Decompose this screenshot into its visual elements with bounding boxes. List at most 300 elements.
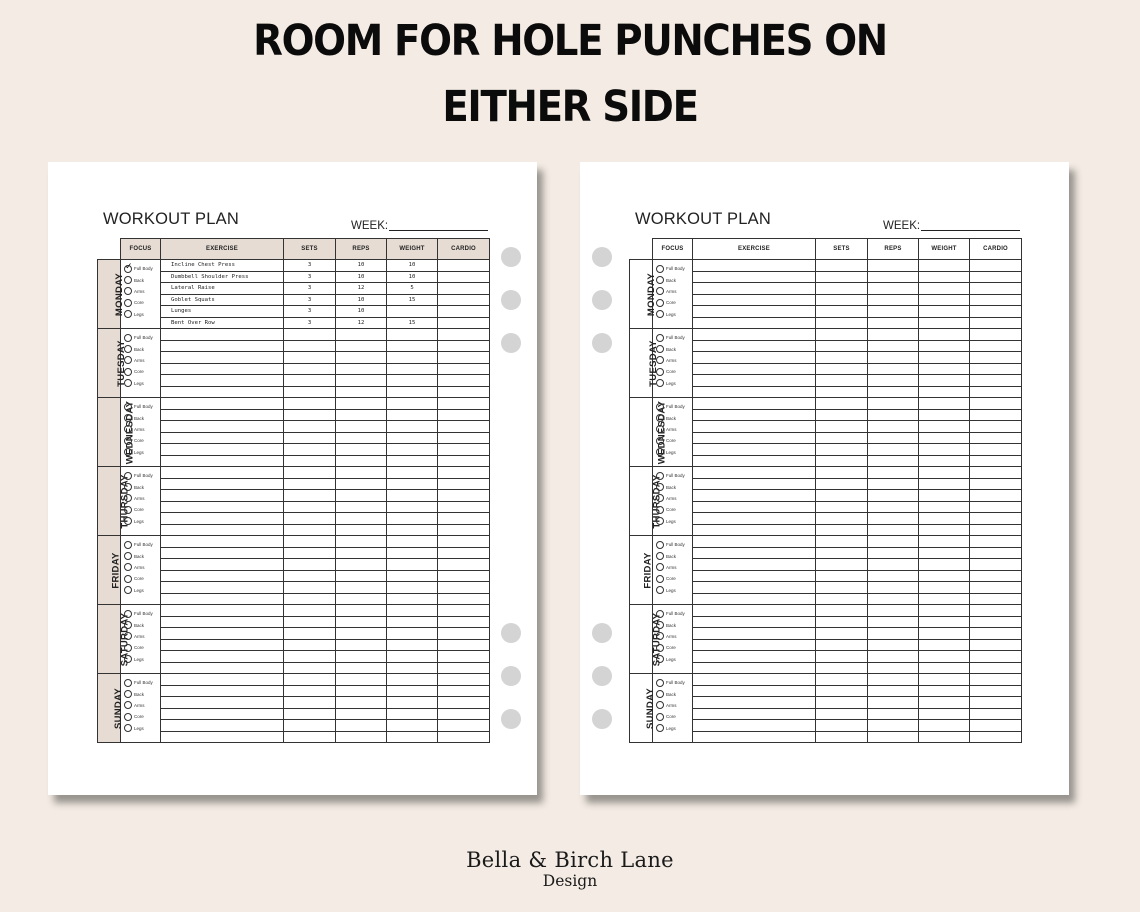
reps-cell[interactable] [868,398,919,410]
weight-cell[interactable] [919,697,970,709]
exercise-cell[interactable] [693,651,816,663]
cardio-cell[interactable] [438,294,490,306]
focus-checkbox[interactable] [124,632,132,640]
weight-cell[interactable] [919,559,970,571]
cardio-cell[interactable] [438,513,490,525]
sets-cell[interactable] [284,674,336,686]
exercise-cell[interactable] [693,501,816,513]
reps-cell[interactable] [336,490,387,502]
reps-cell[interactable] [336,501,387,513]
reps-cell[interactable] [868,363,919,375]
cardio-cell[interactable] [438,375,490,387]
sets-cell[interactable]: 3 [284,306,336,318]
reps-cell[interactable] [868,651,919,663]
focus-option[interactable] [124,343,160,354]
cardio-cell[interactable] [438,455,490,467]
weight-cell[interactable] [919,375,970,387]
cardio-cell[interactable] [438,628,490,640]
reps-cell[interactable] [868,283,919,295]
cardio-cell[interactable] [438,674,490,686]
focus-checkbox[interactable] [656,701,664,709]
weight-cell[interactable] [919,478,970,490]
exercise-cell[interactable] [161,421,284,433]
weight-cell[interactable] [387,375,438,387]
focus-checkbox[interactable] [124,679,132,687]
reps-cell[interactable] [336,731,387,743]
sets-cell[interactable] [816,570,868,582]
focus-checkbox[interactable] [124,472,132,480]
reps-cell[interactable] [868,294,919,306]
exercise-cell[interactable] [693,662,816,674]
sets-cell[interactable] [816,283,868,295]
cardio-cell[interactable] [438,421,490,433]
sets-cell[interactable] [284,455,336,467]
weight-cell[interactable] [919,432,970,444]
exercise-cell[interactable] [693,363,816,375]
focus-option[interactable] [124,309,160,320]
exercise-cell[interactable]: Bent Over Row [161,317,284,329]
weight-cell[interactable] [919,501,970,513]
cardio-cell[interactable] [438,490,490,502]
exercise-cell[interactable] [693,444,816,456]
focus-option[interactable] [124,401,160,412]
exercise-cell[interactable] [693,731,816,743]
focus-checkbox[interactable] [656,632,664,640]
focus-checkbox[interactable] [124,260,133,273]
focus-checkbox[interactable] [656,713,664,721]
focus-checkbox[interactable] [124,552,132,560]
cardio-cell[interactable] [438,547,490,559]
cardio-cell[interactable] [970,536,1022,548]
cardio-cell[interactable] [970,490,1022,502]
sets-cell[interactable] [284,731,336,743]
cardio-cell[interactable] [438,467,490,479]
reps-cell[interactable] [868,547,919,559]
focus-option[interactable] [656,711,692,722]
sets-cell[interactable] [816,524,868,536]
reps-cell[interactable] [336,478,387,490]
cardio-cell[interactable] [970,363,1022,375]
sets-cell[interactable]: 3 [284,260,336,272]
focus-checkbox[interactable] [656,310,664,318]
focus-option[interactable] [656,677,692,688]
sets-cell[interactable]: 3 [284,283,336,295]
exercise-cell[interactable] [161,547,284,559]
exercise-cell[interactable] [161,478,284,490]
weight-cell[interactable] [919,421,970,433]
cardio-cell[interactable] [970,501,1022,513]
weight-cell[interactable] [387,306,438,318]
reps-cell[interactable] [868,306,919,318]
reps-cell[interactable] [336,593,387,605]
cardio-cell[interactable] [970,674,1022,686]
exercise-cell[interactable] [161,708,284,720]
cardio-cell[interactable] [438,283,490,295]
exercise-cell[interactable] [161,674,284,686]
weight-cell[interactable] [387,444,438,456]
weight-cell[interactable] [387,432,438,444]
sets-cell[interactable] [816,513,868,525]
cardio-cell[interactable] [970,340,1022,352]
cardio-cell[interactable] [438,432,490,444]
focus-checkbox[interactable] [656,368,664,376]
sets-cell[interactable] [816,559,868,571]
cardio-cell[interactable] [438,651,490,663]
reps-cell[interactable] [336,605,387,617]
reps-cell[interactable] [868,501,919,513]
cardio-cell[interactable] [970,639,1022,651]
weight-cell[interactable] [387,329,438,341]
cardio-cell[interactable] [970,283,1022,295]
reps-cell[interactable] [336,536,387,548]
reps-cell[interactable] [868,616,919,628]
sets-cell[interactable] [284,662,336,674]
weight-cell[interactable] [919,329,970,341]
weight-cell[interactable] [387,386,438,398]
weight-cell[interactable] [387,409,438,421]
reps-cell[interactable] [868,662,919,674]
reps-cell[interactable] [336,582,387,594]
focus-option[interactable] [656,573,692,584]
weight-cell[interactable] [387,559,438,571]
focus-option[interactable] [656,723,692,734]
cardio-cell[interactable] [438,720,490,732]
reps-cell[interactable] [336,685,387,697]
sets-cell[interactable] [284,697,336,709]
weight-cell[interactable] [919,260,970,272]
sets-cell[interactable]: 3 [284,317,336,329]
exercise-cell[interactable] [693,283,816,295]
sets-cell[interactable] [284,340,336,352]
sets-cell[interactable] [284,536,336,548]
focus-option[interactable] [656,366,692,377]
exercise-cell[interactable]: Lateral Raise [161,283,284,295]
exercise-cell[interactable] [693,317,816,329]
reps-cell[interactable] [868,467,919,479]
focus-option[interactable] [656,550,692,561]
sets-cell[interactable] [284,501,336,513]
weight-cell[interactable] [919,593,970,605]
cardio-cell[interactable] [438,685,490,697]
exercise-cell[interactable] [693,352,816,364]
focus-checkbox[interactable] [656,403,664,411]
cardio-cell[interactable] [438,352,490,364]
focus-checkbox[interactable] [124,610,132,618]
focus-option[interactable] [656,608,692,619]
reps-cell[interactable] [336,444,387,456]
cardio-cell[interactable] [438,616,490,628]
weight-cell[interactable] [919,731,970,743]
focus-checkbox[interactable] [656,506,664,514]
focus-option[interactable] [124,378,160,389]
reps-cell[interactable] [868,409,919,421]
weight-cell[interactable] [919,513,970,525]
reps-cell[interactable] [868,697,919,709]
reps-cell[interactable] [868,731,919,743]
focus-option[interactable] [656,688,692,699]
focus-checkbox[interactable] [656,299,664,307]
cardio-cell[interactable] [970,306,1022,318]
focus-option[interactable] [656,700,692,711]
exercise-cell[interactable] [161,363,284,375]
reps-cell[interactable] [336,363,387,375]
exercise-cell[interactable] [161,340,284,352]
cardio-cell[interactable] [970,432,1022,444]
sets-cell[interactable] [284,444,336,456]
cardio-cell[interactable] [970,409,1022,421]
sets-cell[interactable] [816,685,868,697]
focus-option[interactable] [124,366,160,377]
weight-cell[interactable] [919,662,970,674]
focus-checkbox[interactable] [124,575,132,583]
weight-cell[interactable] [919,340,970,352]
weight-cell[interactable] [919,628,970,640]
weight-cell[interactable] [387,513,438,525]
reps-cell[interactable] [336,651,387,663]
weight-cell[interactable] [919,720,970,732]
weight-cell[interactable] [919,605,970,617]
sets-cell[interactable] [816,720,868,732]
reps-cell[interactable] [868,260,919,272]
weight-cell[interactable] [387,662,438,674]
exercise-cell[interactable]: Lunges [161,306,284,318]
focus-option[interactable] [124,260,160,274]
exercise-cell[interactable] [161,501,284,513]
sets-cell[interactable] [284,685,336,697]
reps-cell[interactable] [868,352,919,364]
weight-cell[interactable] [919,467,970,479]
cardio-cell[interactable] [970,294,1022,306]
weight-cell[interactable] [919,685,970,697]
cardio-cell[interactable] [438,306,490,318]
cardio-cell[interactable] [438,478,490,490]
reps-cell[interactable] [336,375,387,387]
weight-cell[interactable] [387,697,438,709]
weight-cell[interactable] [387,708,438,720]
sets-cell[interactable] [284,547,336,559]
exercise-cell[interactable] [161,432,284,444]
focus-checkbox[interactable] [124,724,132,732]
reps-cell[interactable] [868,582,919,594]
reps-cell[interactable] [336,398,387,410]
exercise-cell[interactable] [693,639,816,651]
weight-cell[interactable] [919,283,970,295]
sets-cell[interactable] [816,467,868,479]
sets-cell[interactable] [284,409,336,421]
cardio-cell[interactable] [438,524,490,536]
sets-cell[interactable] [816,340,868,352]
reps-cell[interactable] [336,708,387,720]
focus-checkbox[interactable] [124,403,132,411]
cardio-cell[interactable] [438,444,490,456]
cardio-cell[interactable] [970,697,1022,709]
weight-cell[interactable] [387,490,438,502]
reps-cell[interactable] [868,455,919,467]
cardio-cell[interactable] [970,662,1022,674]
sets-cell[interactable] [284,467,336,479]
reps-cell[interactable] [336,674,387,686]
focus-checkbox[interactable] [124,586,132,594]
focus-option[interactable] [656,401,692,412]
reps-cell[interactable] [336,720,387,732]
exercise-cell[interactable] [161,352,284,364]
focus-option[interactable] [656,274,692,285]
cardio-cell[interactable] [438,260,490,272]
sets-cell[interactable] [284,513,336,525]
reps-cell[interactable] [868,524,919,536]
sets-cell[interactable] [284,524,336,536]
cardio-cell[interactable] [438,570,490,582]
exercise-cell[interactable] [161,697,284,709]
exercise-cell[interactable] [693,605,816,617]
focus-option[interactable] [124,608,160,619]
focus-checkbox[interactable] [124,299,132,307]
exercise-cell[interactable] [693,628,816,640]
sets-cell[interactable] [816,432,868,444]
exercise-cell[interactable] [693,593,816,605]
focus-option[interactable] [656,355,692,366]
focus-option[interactable] [656,378,692,389]
sets-cell[interactable] [816,317,868,329]
cardio-cell[interactable] [438,386,490,398]
weight-cell[interactable] [919,455,970,467]
sets-cell[interactable] [816,409,868,421]
reps-cell[interactable]: 10 [336,271,387,283]
reps-cell[interactable] [868,708,919,720]
focus-checkbox[interactable] [124,356,132,364]
reps-cell[interactable]: 10 [336,260,387,272]
cardio-cell[interactable] [970,605,1022,617]
weight-cell[interactable] [919,639,970,651]
focus-checkbox[interactable] [656,276,664,284]
focus-checkbox[interactable] [124,701,132,709]
exercise-cell[interactable] [161,662,284,674]
sets-cell[interactable] [284,720,336,732]
focus-option[interactable] [124,585,160,596]
exercise-cell[interactable] [161,536,284,548]
weight-cell[interactable] [919,570,970,582]
reps-cell[interactable] [868,386,919,398]
reps-cell[interactable] [868,478,919,490]
cardio-cell[interactable] [438,398,490,410]
focus-checkbox[interactable] [124,276,132,284]
cardio-cell[interactable] [970,260,1022,272]
exercise-cell[interactable] [161,444,284,456]
sets-cell[interactable] [816,455,868,467]
sets-cell[interactable] [816,651,868,663]
cardio-cell[interactable] [970,513,1022,525]
cardio-cell[interactable] [970,570,1022,582]
exercise-cell[interactable] [161,375,284,387]
exercise-cell[interactable] [693,547,816,559]
exercise-cell[interactable] [693,260,816,272]
exercise-cell[interactable] [693,616,816,628]
focus-checkbox[interactable] [656,517,664,525]
weight-cell[interactable] [387,455,438,467]
focus-checkbox[interactable] [124,621,132,629]
exercise-cell[interactable] [161,559,284,571]
exercise-cell[interactable] [161,386,284,398]
weight-cell[interactable] [387,421,438,433]
reps-cell[interactable] [336,352,387,364]
focus-checkbox[interactable] [656,437,664,445]
cardio-cell[interactable] [438,605,490,617]
exercise-cell[interactable] [693,386,816,398]
focus-checkbox[interactable] [124,334,132,342]
exercise-cell[interactable] [161,720,284,732]
reps-cell[interactable] [868,720,919,732]
cardio-cell[interactable] [438,708,490,720]
cardio-cell[interactable] [970,524,1022,536]
weight-cell[interactable] [919,271,970,283]
sets-cell[interactable] [816,536,868,548]
cardio-cell[interactable] [970,421,1022,433]
exercise-cell[interactable] [693,570,816,582]
exercise-cell[interactable] [161,513,284,525]
cardio-cell[interactable] [970,444,1022,456]
sets-cell[interactable] [816,386,868,398]
cardio-cell[interactable] [970,628,1022,640]
weight-cell[interactable] [919,398,970,410]
focus-checkbox[interactable] [656,541,664,549]
reps-cell[interactable] [868,490,919,502]
weight-cell[interactable] [387,536,438,548]
exercise-cell[interactable] [693,513,816,525]
exercise-cell[interactable] [693,559,816,571]
weight-cell[interactable] [919,651,970,663]
focus-checkbox[interactable] [656,563,664,571]
weight-cell[interactable] [919,582,970,594]
reps-cell[interactable] [868,559,919,571]
focus-checkbox[interactable] [656,655,664,663]
weight-cell[interactable]: 10 [387,271,438,283]
cardio-cell[interactable] [970,271,1022,283]
weight-cell[interactable] [387,685,438,697]
sets-cell[interactable] [816,697,868,709]
cardio-cell[interactable] [438,340,490,352]
reps-cell[interactable] [336,697,387,709]
focus-option[interactable] [124,286,160,297]
sets-cell[interactable] [816,662,868,674]
exercise-cell[interactable] [693,467,816,479]
exercise-cell[interactable] [693,375,816,387]
weight-cell[interactable] [387,720,438,732]
sets-cell[interactable] [816,674,868,686]
weight-cell[interactable] [387,478,438,490]
reps-cell[interactable] [336,639,387,651]
cardio-cell[interactable] [438,697,490,709]
cardio-cell[interactable] [970,593,1022,605]
sets-cell[interactable] [816,363,868,375]
reps-cell[interactable] [868,340,919,352]
reps-cell[interactable] [336,386,387,398]
reps-cell[interactable] [868,329,919,341]
focus-option[interactable] [124,688,160,699]
cardio-cell[interactable] [438,271,490,283]
weight-cell[interactable] [387,616,438,628]
sets-cell[interactable] [284,651,336,663]
reps-cell[interactable] [868,639,919,651]
focus-checkbox[interactable] [124,368,132,376]
reps-cell[interactable] [868,513,919,525]
reps-cell[interactable] [336,513,387,525]
cardio-cell[interactable] [970,386,1022,398]
exercise-cell[interactable] [161,605,284,617]
exercise-cell[interactable] [161,685,284,697]
sets-cell[interactable] [816,708,868,720]
exercise-cell[interactable] [161,409,284,421]
cardio-cell[interactable] [438,593,490,605]
